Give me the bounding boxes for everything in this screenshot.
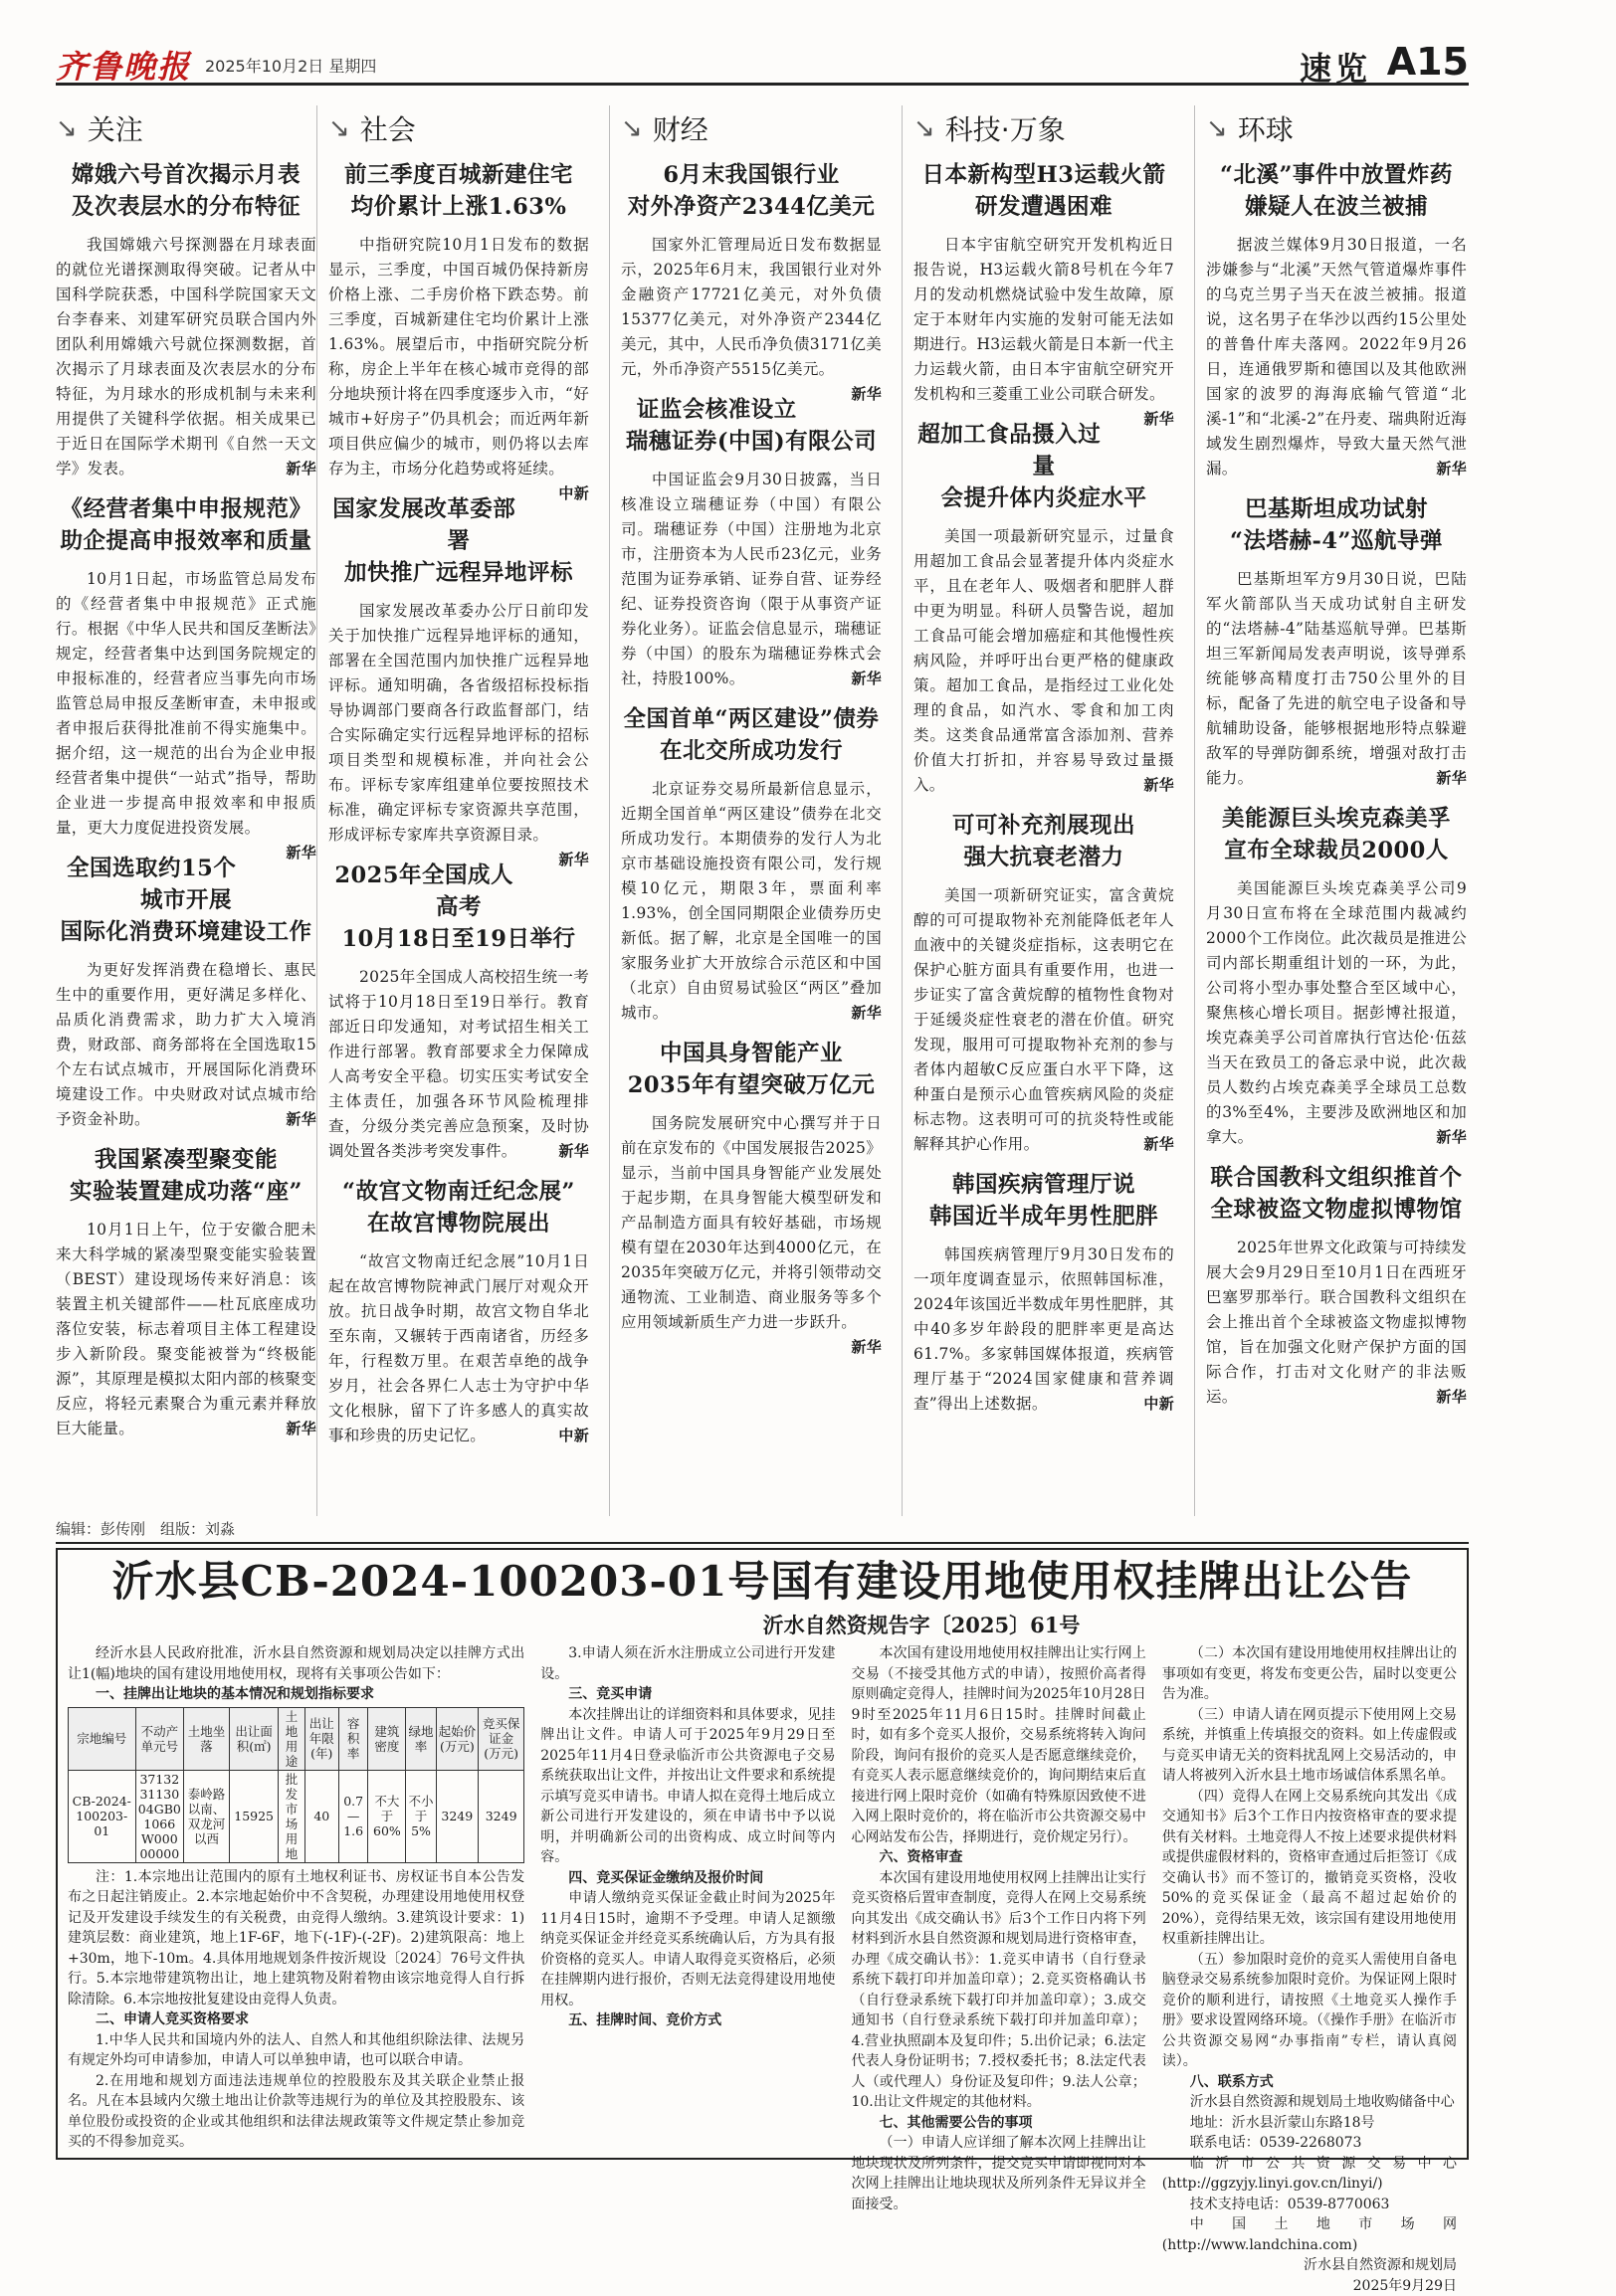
headline [621, 1038, 882, 1101]
headline-line: 联合国教科文组织推首个 [1206, 1162, 1467, 1194]
article-text: 10月1日起，市场监管总局发布的《经营者集中申报规范》正式施行。根据《中华人民共和国反垄断法》规定，经营者集中达到国务院规定的申报标准的，经营者应当事先向市场监管总局申报反垄断审查，未申报或者申报后获得批准前不得实施集中。据介绍，这一规范的出台为企业申报经营者集中提供“一站式”指导，帮助企业进一步提高申报效率和申报质量，更大力度促进投资发展。 [56, 570, 316, 837]
notice-paragraph: 1.中华人民共和国境内外的法人、自然人和其他组织除法律、法规另有规定外均可申请参加，申请人可以单独申请，也可以联合申请。 [68, 2030, 524, 2071]
article-text: 据波兰媒体9月30日报道，一名涉嫌参与“北溪”天然气管道爆炸事件的乌克兰男子当天在波兰被捕。报道说，这名男子在华沙以西约15公里处的普鲁什库夫落网。2022年9月26日，连通俄罗斯和德国以及其他欧洲国家的波罗的海海底输气管道“北溪-1”和“北溪-2”在丹麦、瑞典附近海域发生剧烈爆炸，导致大量天然气泄漏。 [1206, 236, 1467, 478]
headline [328, 493, 589, 589]
headline-line: 全国选取约15个城市开展 [56, 853, 316, 916]
headline-line: 研发遭遇困难 [913, 191, 1174, 223]
news-source: 中新 [1112, 1392, 1174, 1417]
headline-line: 强大抗衰老潜力 [913, 842, 1174, 873]
news-source: 新华 [820, 1335, 882, 1360]
headline [913, 810, 1174, 873]
headline-line: 在故宫博物院展出 [328, 1208, 589, 1240]
article-text: 2025年世界文化政策与可持续发展大会9月29日至10月1日在西班牙巴塞罗那举行。联合国教科文组织在会上推出首个全球被盗文物虚拟博物馆，旨在加强文化财产保护方面的国际合作，打击对文化财产的非法贩运。 [1206, 1239, 1467, 1406]
table-header: 不动产单元号 [135, 1707, 184, 1770]
headline-line: 可可补充剂展现出 [913, 810, 1174, 842]
news-source: 新华 [255, 1417, 316, 1441]
notice-signature: 沂水县自然资源和规划局 [1162, 2255, 1457, 2276]
table-header: 出让年限(年) [304, 1707, 338, 1770]
notice-paragraph: （三）申请人请在网页提示下使用网上交易系统，并慎重上传填报交的资料。如上传虚假或与竞买申请无关的资料扰乱网上交易活动的，申请人将被列入沂水县土地市场诚信体系黑名单。 [1162, 1705, 1457, 1787]
article-body [1206, 233, 1467, 481]
article-body [621, 468, 882, 691]
news-brief [1206, 1162, 1467, 1410]
article-body [328, 233, 589, 481]
article-text: 巴基斯坦军方9月30日说，巴陆军火箭部队当天成功试射自主研发的“法塔赫-4”陆基巡航导弹。巴基斯坦三军新闻局发表声明说，该导弹系统能够高精度打击750公里外的目标，配备了先进的航空电子设备和导航辅助设备，能够根据地形特点躲避敌军的导弹防御系统，增强对敌打击能力。 [1206, 570, 1467, 787]
news-source: 新华 [1112, 407, 1174, 432]
headline-line: 6月末我国银行业 [621, 159, 882, 191]
column-divider [902, 105, 903, 1516]
news-brief [328, 493, 589, 848]
notice-date: 2025年9月29日 [1162, 2276, 1457, 2296]
notice-heading: 六、资格审查 [851, 1847, 1145, 1868]
article-text: 我国嫦娥六号探测器在月球表面的就位光谱探测取得突破。记者从中国科学院获悉，中国科学院国家天文台李春来、刘建军研究员联合国内外团队利用嫦娥六号就位探测数据，首次揭示了月球表面及次表层水的分布特征，为月球水的形成机制与未来利用提供了关键科学依据。相关成果已于近日在国际学术期刊《自然一天文学》发表。 [56, 236, 316, 478]
contact-link[interactable]: 中国土地市场网(http://www.landchina.com) [1162, 2214, 1457, 2255]
column-header [621, 107, 882, 149]
headline [56, 1144, 316, 1208]
news-source: 新华 [820, 1001, 882, 1026]
arrow-icon: ↘ [913, 113, 935, 143]
article-body [56, 233, 316, 481]
news-brief [1206, 159, 1467, 481]
table-cell: 40 [304, 1770, 338, 1862]
arrow-icon: ↘ [328, 113, 350, 143]
headline-line: 加快推广远程异地评标 [328, 557, 589, 589]
masthead [56, 40, 1469, 86]
news-source: 新华 [1405, 766, 1467, 791]
article-text: 国家外汇管理局近日发布数据显示，2025年6月末，我国银行业对外金融资产17721亿美元，对外负债15377亿美元，对外净资产2344亿美元，其中，人民币净负债3171亿美元，外币净资产5515亿美元。 [621, 236, 882, 378]
news-brief [913, 159, 1174, 407]
headline-line: 均价累计上涨1.63% [328, 191, 589, 223]
headline-line: “北溪”事件中放置炸药 [1206, 159, 1467, 191]
notice-paragraph: 申请人缴纳竞买保证金截止时间为2025年11月4日15时，逾期不予受理。申请人足额缴纳竞买保证金并经竞买系统确认后，方为具有报价资格的竞买人。申请人取得竞买资格后，必须在挂牌期内进行报价，否则无法竞得建设用地使用权。 [540, 1888, 835, 2010]
news-brief [621, 1038, 882, 1335]
headline [56, 853, 316, 948]
news-brief [621, 703, 882, 1026]
table-header: 出让面积(㎡) [229, 1707, 278, 1770]
contact-line: 联系电话：0539-2268073 [1162, 2133, 1457, 2154]
article-text: 美国能源巨头埃克森美孚公司9月30日宣布将在全球范围内裁减约2000个工作岗位。此次裁员是推进公司内部长期重组计划的一环，为此，公司将小型办事处整合至区域中心，聚焦核心增长项目。据彭博社报道，埃克森美孚公司首席执行官达伦·伍兹当天在致员工的备忘录中说，此次裁员人数约占埃克森美孚全球员工总数的3%至4%，主要涉及欧洲地区和加拿大。 [1206, 879, 1467, 1146]
headline [913, 1169, 1174, 1233]
headline-line: 及次表层水的分布特征 [56, 191, 316, 223]
news-source: 新华 [820, 667, 882, 691]
headline-line: 韩国近半成年男性肥胖 [913, 1201, 1174, 1233]
article-text: 为更好发挥消费在稳增长、惠民生中的重要作用，更好满足多样化、品质化消费需求，助力扩大入境消费，财政部、商务部将在全国选取15个左右试点城市，开展国际化消费环境建设工作。中央财政对试点城市给予资金补助。 [56, 961, 316, 1128]
editors-credit: 编辑：彭传刚 组版：刘淼 [56, 1518, 235, 1539]
section-name: 速览 [1300, 44, 1371, 90]
headline-line: 韩国疾病管理厅说 [913, 1169, 1174, 1201]
page-number: A15 [1387, 40, 1469, 84]
headline [913, 419, 1174, 514]
headline-line: 10月18日至19日举行 [328, 923, 589, 955]
headline [1206, 803, 1467, 866]
news-brief [56, 159, 316, 481]
notice-heading: 五、挂牌时间、竞价方式 [540, 2010, 835, 2031]
notice-heading: 七、其他需要公告的事项 [851, 2113, 1145, 2134]
notice-heading: 二、申请人竞买资格要求 [68, 2009, 524, 2030]
headline-line: 在北交所成功发行 [621, 735, 882, 767]
notice-col-1 [68, 1643, 524, 2141]
headline-line: 全球被盗文物虚拟博物馆 [1206, 1194, 1467, 1226]
news-brief [56, 853, 316, 1132]
table-cell: 15925 [229, 1770, 278, 1862]
contact-line: 地址：沂水县沂蒙山东路18号 [1162, 2113, 1457, 2134]
notice-title: 沂水县CB-2024-100203-01号国有建设用地使用权挂牌出让公告 [68, 1556, 1457, 1608]
headline-line: “法塔赫-4”巡航导弹 [1206, 525, 1467, 557]
news-brief [328, 159, 589, 481]
headline-line: 实验装置建成功落“座” [56, 1176, 316, 1208]
headline-line: 日本新构型H3运载火箭 [913, 159, 1174, 191]
notice-paragraph: （五）参加限时竞价的竞买人需使用自备电脑登录交易系统参加限时竞价。为保证网上限时竞价的顺利进行，请按照《土地竞买人操作手册》要求设置网络环境。（《操作手册》在临沂市公共资源交易网“办事指南”专栏，请认真阅读）。 [1162, 1950, 1457, 2072]
table-cell: 批发市场用地 [279, 1770, 304, 1862]
table-header: 绿地率 [406, 1707, 436, 1770]
headline-line: 我国紧凑型聚变能 [56, 1144, 316, 1176]
article-text: 中指研究院10月1日发布的数据显示，三季度，中国百城仍保持新房价格上涨、二手房价格下跌态势。前三季度，百城新建住宅均价累计上涨1.63%。展望后市，中指研究院分析称，房企上半年在核心城市竞得的部分地块预计将在四季度逐步入市，“好城市+好房子”仍具机会；而近两年新项目供应偏少的城市，则仍将以去库存为主，市场分化趋势或将延续。 [328, 236, 589, 478]
column-label: 环球 [1238, 108, 1294, 148]
table-header: 竞买保证金(万元) [479, 1707, 524, 1770]
article-text: 日本宇宙航空研究开发机构近日报告说，H3运载火箭8号机在今年7月的发动机燃烧试验中发生故障，原定于本财年内实施的发射可能无法如期进行。H3运载火箭是日本新一代主力运载火箭，由日本宇宙航空研究开发机构和三菱重工业公司联合研发。 [913, 236, 1174, 403]
news-source: 新华 [1405, 1385, 1467, 1410]
news-source: 新华 [1405, 457, 1467, 481]
news-brief [1206, 493, 1467, 791]
article-body [913, 883, 1174, 1157]
contact-link[interactable]: 临沂市公共资源交易中心(http://ggzyjy.linyi.gov.cn/linyi/) [1162, 2154, 1457, 2195]
column-label: 科技·万象 [945, 108, 1066, 148]
column-divider [609, 105, 610, 1516]
table-cell: 3249 [436, 1770, 479, 1862]
headline-line: 嫦娥六号首次揭示月表 [56, 159, 316, 191]
headline [1206, 1162, 1467, 1226]
notice-col-2 [540, 1643, 835, 2141]
table-cell: CB-2024-100203-01 [69, 1770, 136, 1862]
land-notice [56, 1548, 1469, 2160]
news-source: 新华 [1112, 773, 1174, 798]
table-cell: 371323113004GB01066W00000000 [135, 1770, 184, 1862]
notice-paragraph: （二）本次国有建设用地使用权挂牌出让的事项如有变更，将发布变更公告，届时以变更公告为准。 [1162, 1643, 1457, 1705]
arrow-icon: ↘ [56, 113, 78, 143]
table-cell: 不小于5% [406, 1770, 436, 1862]
notice-heading: 一、挂牌出让地块的基本情况和规划指标要求 [68, 1684, 524, 1705]
column-label: 关注 [88, 108, 143, 148]
article-text: 国家发展改革委办公厅日前印发关于加快推广远程异地评标的通知，部署在全国范围内加快推广远程异地评标。通知明确，各省级招标投标指导协调部门要商各行政监督部门，结合实际确定实行远程异地评标的招标项目类型和规模标准，并向社会公布。评标专家库组建单位要按照技术标准，确定评标专家资源共享范围，形成评标专家库共享资源目录。 [328, 602, 589, 844]
headline [913, 159, 1174, 223]
table-header: 建筑密度 [368, 1707, 406, 1770]
article-body [621, 233, 882, 382]
notice-paragraph: 本次挂牌出让的详细资料和具体要求，见挂牌出让文件。申请人可于2025年9月29日至2025年11月4日登录临沂市公共资源电子交易系统获取出让文件，并按出让文件要求和系统提示填写竞买申请书。申请人拟在竞得土地后成立新公司进行开发建设的，须在申请书中予以说明，并明确新公司的出资构成、成立时间等内容。 [540, 1705, 835, 1868]
table-cell: 泰岭路以南、双龙河以西 [184, 1770, 230, 1862]
table-header: 容积率 [338, 1707, 367, 1770]
news-column [621, 107, 882, 1515]
notice-heading: 四、竞买保证金缴纳及报价时间 [540, 1868, 835, 1889]
column-header [328, 107, 589, 149]
news-source: 新华 [820, 382, 882, 407]
headline [328, 159, 589, 223]
news-brief [56, 493, 316, 841]
table-cell: 不大于60% [368, 1770, 406, 1862]
headline [621, 703, 882, 767]
article-text: 10月1日上午，位于安徽合肥未来大科学城的紧凑型聚变能实验装置（BEST）建设现场传来好消息：该装置主机关键部件——杜瓦底座成功落位安装，标志着项目主体工程建设步入新阶段。聚变能被誉为“终极能源”，其原理是模拟太阳内部的核聚变反应，将轻元素聚合为重元素并释放巨大能量。 [56, 1221, 316, 1437]
article-body [328, 599, 589, 848]
headline-line: 全国首单“两区建设”债券 [621, 703, 882, 735]
notice-paragraph: 本次国有建设用地使用权挂牌出让实行网上交易（不接受其他方式的申请），按照价高者得原则确定竞得人，挂牌时间为2025年10月28日9时至2025年11月6日15时。挂牌时间截止时，如有多个竞买人报价，交易系统将转入询问阶段，询问有报价的竞买人是否愿意继续竞价，有竞买人表示愿意继续竞价的，询问期结束后直接进行网上限时竞价（如确有特殊原因致使不进入网上限时竞价的，将在临沂市公共资源交易中心网站发布公告，择期进行，竞价规定另行）。 [851, 1643, 1145, 1847]
article-body [621, 1111, 882, 1335]
article-text: 韩国疾病管理厅9月30日发布的一项年度调查显示，依照韩国标准，2024年该国近半数成年男性肥胖，其中40多岁年龄段的肥胖率更是高达61.7%。多家韩国媒体报道，疾病管理厅基于“2024国家健康和营养调查”得出上述数据。 [913, 1245, 1174, 1413]
news-column [1206, 107, 1467, 1515]
table-cell: 3249 [479, 1770, 524, 1862]
headline [328, 1176, 589, 1240]
divider [56, 1542, 1469, 1544]
headline-line: 宣布全球裁员2000人 [1206, 835, 1467, 866]
news-brief [56, 1144, 316, 1441]
headline-line: 中国具身智能产业 [621, 1038, 882, 1069]
headline-line: “故宫文物南迁纪念展” [328, 1176, 589, 1208]
news-column [913, 107, 1174, 1515]
article-body [621, 777, 882, 1026]
news-source: 新华 [527, 848, 589, 872]
article-body [56, 1218, 316, 1441]
article-body [328, 1249, 589, 1448]
news-brief [621, 394, 882, 691]
notice-intro: 经沂水县人民政府批准，沂水县自然资源和规划局决定以挂牌方式出让1(幅)地块的国有建设用地使用权，现将有关事项公告如下： [68, 1643, 524, 1684]
article-body [1206, 1236, 1467, 1410]
news-brief [328, 1176, 589, 1448]
news-brief [913, 1169, 1174, 1417]
headline [1206, 493, 1467, 557]
article-body [913, 233, 1174, 407]
notice-col-3 [851, 1643, 1145, 2141]
notice-notes: 注：1.本宗地出让范围内的原有土地权利证书、房权证书自本公告发布之日起注销废止。2.本宗地起始价中不含契税，办理建设用地使用权登记及开发建设手续发生的有关税费，由竞得人缴纳。3.建筑设计要求：1)建筑层数：商业建筑，地上1F-6F，地下(-1F)-(-2F)。2)建筑限高：地上+30m，地下-10m。4.具体用地规划条件按沂规设〔2024〕76号文件执行。5.本宗地带建筑物出让，地上建筑物及附着物由该宗地竞得人自行拆除清除。6.本宗地按批复建设由竞得人负责。 [68, 1867, 524, 2010]
news-source: 新华 [527, 1139, 589, 1164]
headline [56, 159, 316, 223]
news-source: 新华 [255, 457, 316, 481]
article-text: 2025年全国成人高校招生统一考试将于10月18日至19日举行。教育部近日印发通知，对考试招生相关工作进行部署。教育部要求全力保障成人高考安全平稳。切实压实考试安全主体责任，加强各环节风险梳理排查，分级分类完善应急预案，及时协调处置各类涉考突发事件。 [328, 968, 589, 1160]
arrow-icon: ↘ [621, 113, 643, 143]
column-divider [316, 105, 317, 1516]
news-brief [621, 159, 882, 382]
news-brief [1206, 803, 1467, 1150]
article-text: 美国一项最新研究显示，过量食用超加工食品会显著提升体内炎症水平，且在老年人、吸烟者和肥胖人群中更为明显。科研人员警告说，超加工食品可能会增加癌症和其他慢性疾病风险，并呼吁出台更严格的健康政策。超加工食品，是指经过工业化处理的食品，如汽水、零食和加工肉类。这类食品通常富含添加剂、营养价值大打折扣，并容易导致过量摄入。 [913, 527, 1174, 794]
notice-paragraph: 3.申请人须在沂水注册成立公司进行开发建设。 [540, 1643, 835, 1684]
column-label: 社会 [360, 108, 416, 148]
headline-line: 超加工食品摄入过量 [913, 419, 1174, 482]
news-source: 新华 [255, 1107, 316, 1132]
headline [56, 493, 316, 557]
headline-line: 证监会核准设立 [621, 394, 882, 426]
news-source: 中新 [527, 1424, 589, 1448]
headline-line: 2025年全国成人高考 [328, 860, 589, 923]
article-body [56, 958, 316, 1132]
table-header: 土地坐落 [184, 1707, 230, 1770]
news-source: 新华 [255, 841, 316, 865]
headline-line: 国际化消费环境建设工作 [56, 916, 316, 948]
arrow-icon: ↘ [1206, 113, 1228, 143]
headline [328, 860, 589, 955]
column-label: 财经 [653, 108, 708, 148]
news-column [328, 107, 589, 1515]
article-text: 美国一项新研究证实，富含黄烷醇的可可提取物补充剂能降低老年人血液中的关键炎症指标，这表明它在保护心脏方面具有重要作用，也进一步证实了富含黄烷醇的植物性食物对于延缓炎症性衰老的潜在价值。研究发现，服用可可提取物补充剂的参与者体内超敏C反应蛋白水平下降，这种蛋白是预示心血管疾病风险的炎症标志物。这表明可可的抗炎特性或能解释其护心作用。 [913, 886, 1174, 1153]
article-body [1206, 567, 1467, 791]
news-brief [913, 419, 1174, 798]
headline-line: 国家发展改革委部署 [328, 493, 589, 557]
notice-paragraph: （四）竞得人在网上交易系统向其发出《成交通知书》后3个工作日内按资格审查的要求提供有关材料。土地竞得人不按上述要求提供材料或提供虚假材料的，资格审查通过后拒签订《成交确认书》而不签订的，撤销竞买资格，没收50%的竞买保证金（最高不超过起始价的20%），竞得结果无效，该宗国有建设用地使用权重新挂牌出让。 [1162, 1787, 1457, 1950]
headline-line: 前三季度百城新建住宅 [328, 159, 589, 191]
news-column [56, 107, 316, 1515]
article-body [1206, 876, 1467, 1150]
notice-docno: 沂水自然资规告字〔2025〕61号 [227, 1610, 1616, 1639]
headline-line: 瑞穗证券(中国)有限公司 [621, 426, 882, 458]
headline-line: 美能源巨头埃克森美孚 [1206, 803, 1467, 835]
headline [621, 159, 882, 223]
headline-line: 会提升体内炎症水平 [913, 482, 1174, 514]
notice-paragraph: 2.在用地和规划方面违法违规单位的控股股东及其关联企业禁止报名。凡在本县域内欠缴土地出让价款等违规行为的单位及其控股股东、该单位股份或投资的企业或其他组织和法律法规政策等文件规定禁止参加竞买的不得参加竞买。 [68, 2071, 524, 2153]
article-body [328, 965, 589, 1164]
issue-date: 2025年10月2日 星期四 [205, 54, 376, 77]
parcel-table [68, 1707, 524, 1863]
notice-heading: 三、竞买申请 [540, 1684, 835, 1705]
newspaper-logo: 齐鲁晚报 [56, 42, 191, 88]
headline-line: 巴基斯坦成功试射 [1206, 493, 1467, 525]
notice-paragraph: （一）申请人应详细了解本次网上挂牌出让地块现状及所列条件，提交竞买申请即视同对本次网上挂牌出让地块现状及所列条件无异议并全面接受。 [851, 2133, 1145, 2214]
contact-line: 技术支持电话：0539-8770063 [1162, 2195, 1457, 2215]
column-header [56, 107, 316, 149]
column-header [913, 107, 1174, 149]
notice-col-4 [1162, 1643, 1457, 2141]
contact-line: 沂水县自然资源和规划局土地收购储备中心 [1162, 2092, 1457, 2113]
article-text: 国务院发展研究中心撰写并于日前在京发布的《中国发展报告2025》显示，当前中国具身智能产业发展处于起步期，在具身智能大模型研发和产品制造方面具有较好基础，市场规模有望在2030年达到4000亿元，在2035年突破万亿元，并将引领带动交通物流、工业制造、商业服务等多个应用领域新质生产力进一步跃升。 [621, 1114, 882, 1331]
table-cell: 0.7—1.6 [338, 1770, 367, 1862]
article-text: 北京证券交易所最新信息显示，近期全国首单“两区建设”债券在北交所成功发行。本期债券的发行人为北京市基础设施投资有限公司，发行规模10亿元，期限3年，票面利率1.93%，创全国同期限企业债券历史新低。据了解，北京是全国唯一的国家服务业扩大开放综合示范区和中国（北京）自由贸易试验区“两区”叠加城市。 [621, 780, 882, 1022]
headline-line: 嫌疑人在波兰被捕 [1206, 191, 1467, 223]
article-body [913, 1243, 1174, 1417]
column-divider [1194, 105, 1195, 1516]
news-source: 新华 [1112, 1132, 1174, 1157]
headline-line: 助企提高申报效率和质量 [56, 525, 316, 557]
table-header: 宗地编号 [69, 1707, 136, 1770]
table-header: 起始价(万元) [436, 1707, 479, 1770]
headline [1206, 159, 1467, 223]
news-source: 中新 [527, 481, 589, 506]
article-body [56, 567, 316, 841]
headline-line: 对外净资产2344亿美元 [621, 191, 882, 223]
notice-paragraph: 本次国有建设用地使用权网上挂牌出让实行竞买资格后置审查制度，竞得人在网上交易系统向其发出《成交确认书》后3个工作日内将下列材料到沂水县自然资源和规划局进行资格审查，办理《成交确认书》：1.竞买申请书（自行登录系统下载打印并加盖印章）；2.竞买资格确认书（自行登录系统下载打印并加盖印章）；3.成交通知书（自行登录系统下载打印并加盖印章）；4.营业执照副本及复印件；5.出价记录；6.法定代表人身份证明书；7.授权委托书；8.法定代表人（或代理人）身份证及复印件；9.法人公章；10.出让文件规定的其他材料。 [851, 1868, 1145, 2113]
news-source: 新华 [1405, 1125, 1467, 1150]
news-brief [913, 810, 1174, 1157]
column-header [1206, 107, 1467, 149]
article-body [913, 524, 1174, 798]
news-brief [328, 860, 589, 1164]
headline-line: 《经营者集中申报规范》 [56, 493, 316, 525]
table-header: 土地用途 [279, 1707, 304, 1770]
headline-line: 2035年有望突破万亿元 [621, 1069, 882, 1101]
article-text: “故宫文物南迁纪念展”10月1日起在故宫博物院神武门展厅对观众开放。抗日战争时期，故宫文物自华北至东南，又辗转于西南诸省，历经多年，行程数万里。在艰苦卓绝的战争岁月，社会各界仁人志士为守护中华文化根脉，留下了许多感人的真实故事和珍贵的历史记忆。 [328, 1252, 589, 1444]
article-text: 中国证监会9月30日披露，当日核准设立瑞穗证券（中国）有限公司。瑞穗证券（中国）注册地为北京市，注册资本为人民币23亿元，业务范围为证券承销、证券自营、证券经纪、证券投资咨询（限于从事资产证券化业务）。证监会信息显示，瑞穗证券（中国）的股东为瑞穗证券株式会社，持股100%。 [621, 471, 882, 687]
notice-heading: 八、联系方式 [1162, 2072, 1457, 2093]
